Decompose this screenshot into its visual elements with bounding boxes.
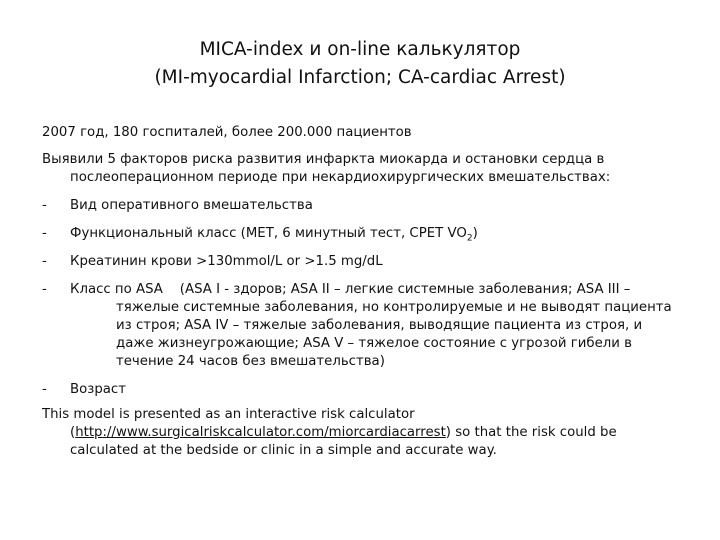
list-item <box>42 281 682 371</box>
english-post: ) so that the risk could be calculated at the bedside or clinic in a simple and accurate way. <box>70 425 617 458</box>
bullet-dash: - <box>42 282 47 297</box>
title-line-2: (MI-myocardial Infarction; CA-cardiac Arrest) <box>154 67 566 88</box>
bullet-dash: - <box>42 254 47 269</box>
bullet-creatinine: Креатинин крови >130mmol/L or >1.5 mg/dL <box>70 254 383 269</box>
list-item <box>42 381 682 399</box>
vo2-subscript: 2 <box>466 233 473 244</box>
calculator-link[interactable]: http://www.surgicalriskcalculator.com/miorcardiacarrest <box>75 425 446 440</box>
title-line-1: MICA-index и on-line калькулятор <box>199 39 521 60</box>
bullet-dash: - <box>42 382 47 397</box>
slide-body <box>42 124 682 399</box>
bullet-asa-class <box>70 281 682 371</box>
english-pre: This model is presented as an interactive risk calculator ( <box>42 407 415 440</box>
english-paragraph <box>42 406 682 460</box>
bullet-surgery-type: Вид оперативного вмешательства <box>70 198 313 213</box>
list-item <box>42 197 682 215</box>
list-item <box>42 253 682 271</box>
english-note <box>42 406 682 460</box>
bullet-dash: - <box>42 226 47 241</box>
functional-class-close: ) <box>472 226 478 241</box>
list-item <box>42 225 682 243</box>
bullet-functional-class <box>70 225 682 243</box>
asa-detail: (ASA I - здоров; ASA II – легкие системные заболевания; ASA III – тяжелые системные заболевания, но контролируемые и не выводят пациента из строя; ASA IV – тяжелые заболевания, выводящие пациента из строя, и даже жизнеугрожающие; ASA V – тяжелое состояние с угрозой гибели в течение 24 часов без вмешательства) <box>116 282 672 369</box>
bullet-dash: - <box>42 198 47 213</box>
functional-class-text: Функциональный класс (МЕТ, 6 минутный тест, CPET VO <box>70 226 467 241</box>
slide-title <box>0 36 720 92</box>
asa-label: Класс по ASA <box>70 282 163 297</box>
stats-text: 2007 год, 180 госпиталей, более 200.000 пациентов <box>42 125 412 140</box>
intro-text: Выявили 5 факторов риска развития инфаркта миокарда и остановки сердца в послеоперационном периоде при некардиохирургических вмешательствах: <box>42 152 611 185</box>
bullet-age: Возраст <box>70 382 126 397</box>
